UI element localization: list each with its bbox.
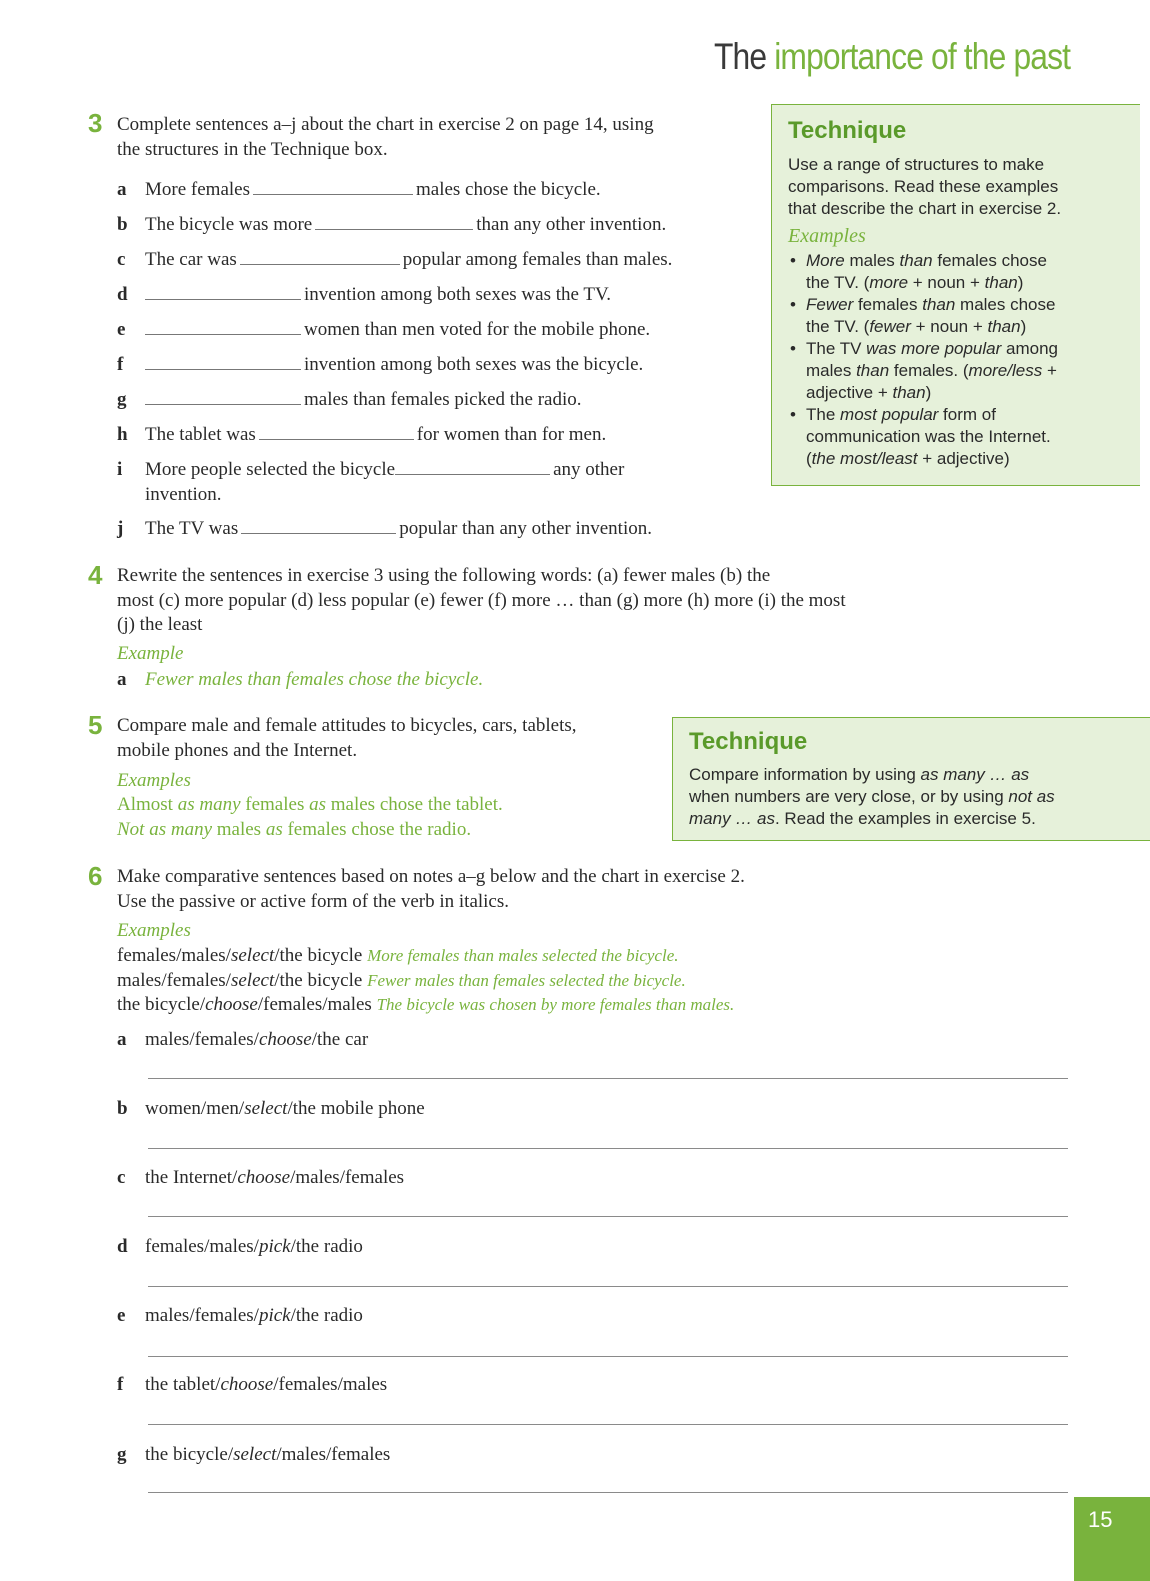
answer-blank[interactable] [395,458,550,475]
item-label: e [117,319,126,340]
exercise-6-example-3: the bicycle/choose/females/males The bicycle was chosen by more females than males. [117,994,735,1015]
technique-bullet: • More males than females chose the TV. (more + noun + than) [788,250,1133,294]
item-label: f [117,354,124,375]
exercise-6-item-d: females/males/pick/the radio [145,1236,363,1257]
answer-blank[interactable] [145,353,301,370]
answer-line[interactable] [148,1286,1068,1287]
exercise-3-number: 3 [88,108,103,138]
answer-line[interactable] [148,1492,1068,1493]
item-label: h [117,424,128,445]
exercise-6-item-c: the Internet/choose/males/females [145,1167,405,1188]
exercise-6-item-b: women/men/select/the mobile phone [145,1098,425,1119]
item-label: g [117,389,127,410]
exercise-5-example-1: Almost as many females as males chose the tablet. [117,794,503,815]
technique-box-2 [672,717,1150,841]
answer-blank[interactable] [259,423,414,440]
answer-blank[interactable] [241,517,396,534]
item-label: b [117,214,128,235]
exercise-4-example: Fewer males than females chose the bicycle. [145,669,484,690]
answer-blank[interactable] [253,178,413,195]
page-number: 15 [1088,1507,1113,1532]
exercise-5-example-2: Not as many males as females chose the radio. [117,819,472,840]
exercise-5-line2: mobile phones and the Internet. [117,740,358,761]
technique-box-title: Technique [788,117,907,144]
page-title: The importance of the past [713,36,1070,77]
exercise-6-item-a: males/females/choose/the car [145,1029,369,1050]
answer-blank[interactable] [240,248,400,265]
example-label: Example [117,643,184,664]
exercise-3-item-c: The car was popular among females than males. [145,249,673,270]
exercise-5-number: 5 [88,710,103,740]
exercise-6-line2: Use the passive or active form of the verb in italics. [117,891,510,912]
exercise-3-instruction-line1: Complete sentences a–j about the chart in exercise 2 on page 14, using [117,114,654,135]
item-label: f [117,1374,124,1395]
technique-bullet: • The most popular form of communication was the Internet. (the most/least + adjective) [788,404,1133,470]
item-label: e [117,1305,126,1326]
item-label: d [117,284,128,305]
exercise-3-item-d: invention among both sexes was the TV. [145,282,611,307]
exercise-6-line1: Make comparative sentences based on notes a–g below and the chart in exercise 2. [117,866,745,887]
item-label: a [117,669,127,690]
exercise-4-line1: Rewrite the sentences in exercise 3 using the following words: (a) fewer males (b) the [117,565,771,586]
exercise-6-example-2: males/females/select/the bicycle Fewer males than females selected the bicycle. [117,970,686,991]
technique-box-body: Use a range of structures to make comparisons. Read these examples that describe the chart in exercise 2. Examples • More males than females chose the TV. (more + noun + than) • Fewer females than males chose the TV. (fewer + noun + than) • The TV was more popular among males than females. (more/less + adjective + than) • The most popular form of communication was the Internet. (the most/least + adjective) [788,154,1133,470]
examples-label: Examples [117,770,191,791]
answer-line[interactable] [148,1078,1068,1079]
examples-label: Examples [788,225,866,247]
exercise-5-line1: Compare male and female attitudes to bicycles, cars, tablets, [117,715,577,736]
item-label: i [117,459,123,480]
technique-bullet: • Fewer females than males chose the TV. (fewer + noun + than) [788,294,1133,338]
exercise-6-item-f: the tablet/choose/females/males [145,1374,388,1395]
exercise-4-number: 4 [88,560,103,590]
exercise-6-number: 6 [88,861,103,891]
item-label: a [117,179,127,200]
answer-line[interactable] [148,1356,1068,1357]
exercise-3-item-g: males than females picked the radio. [145,387,582,412]
answer-blank[interactable] [145,318,301,335]
answer-line[interactable] [148,1424,1068,1425]
exercise-3-item-i: More people selected the bicycle any other [145,459,625,480]
item-label: a [117,1029,127,1050]
exercise-3-item-e: women than men voted for the mobile phone. [145,317,650,342]
technique-box-1 [771,104,1140,486]
answer-blank[interactable] [145,388,301,405]
exercise-3-item-b: The bicycle was more than any other invention. [145,214,667,235]
exercise-3-item-a: More females males chose the bicycle. [145,179,601,200]
exercise-4-line3: (j) the least [117,614,203,635]
item-label: d [117,1236,128,1257]
item-label: c [117,249,126,270]
item-label: b [117,1098,128,1119]
item-label: j [117,518,124,539]
exercise-6-item-e: males/females/pick/the radio [145,1305,363,1326]
page-number-tab [1074,1497,1150,1581]
answer-blank[interactable] [315,213,473,230]
exercise-6-item-g: the bicycle/select/males/females [145,1444,391,1465]
technique-box-body: Compare information by using as many … as when numbers are very close, or by using not as many … as. Read the examples in exercise 5. [689,765,1055,828]
answer-line[interactable] [148,1148,1068,1149]
exercise-3-item-j: The TV was popular than any other invention. [145,518,652,539]
exercise-6-example-1: females/males/select/the bicycle More females than males selected the bicycle. [117,945,679,966]
exercise-4-line2: most (c) more popular (d) less popular (e) fewer (f) more … than (g) more (h) more (i) the most [117,590,846,611]
examples-label: Examples [117,920,191,941]
exercise-3-item-f: invention among both sexes was the bicycle. [145,352,643,377]
exercise-3-instruction-line2: the structures in the Technique box. [117,139,388,160]
item-label: g [117,1444,127,1465]
exercise-3-item-h: The tablet was for women than for men. [145,424,607,445]
item-label: c [117,1167,126,1188]
answer-blank[interactable] [145,283,301,300]
exercise-3-item-i-cont: invention. [145,484,222,505]
technique-bullet: • The TV was more popular among males than females. (more/less + adjective + than) [788,338,1133,404]
technique-box-title: Technique [689,728,808,755]
answer-line[interactable] [148,1216,1068,1217]
